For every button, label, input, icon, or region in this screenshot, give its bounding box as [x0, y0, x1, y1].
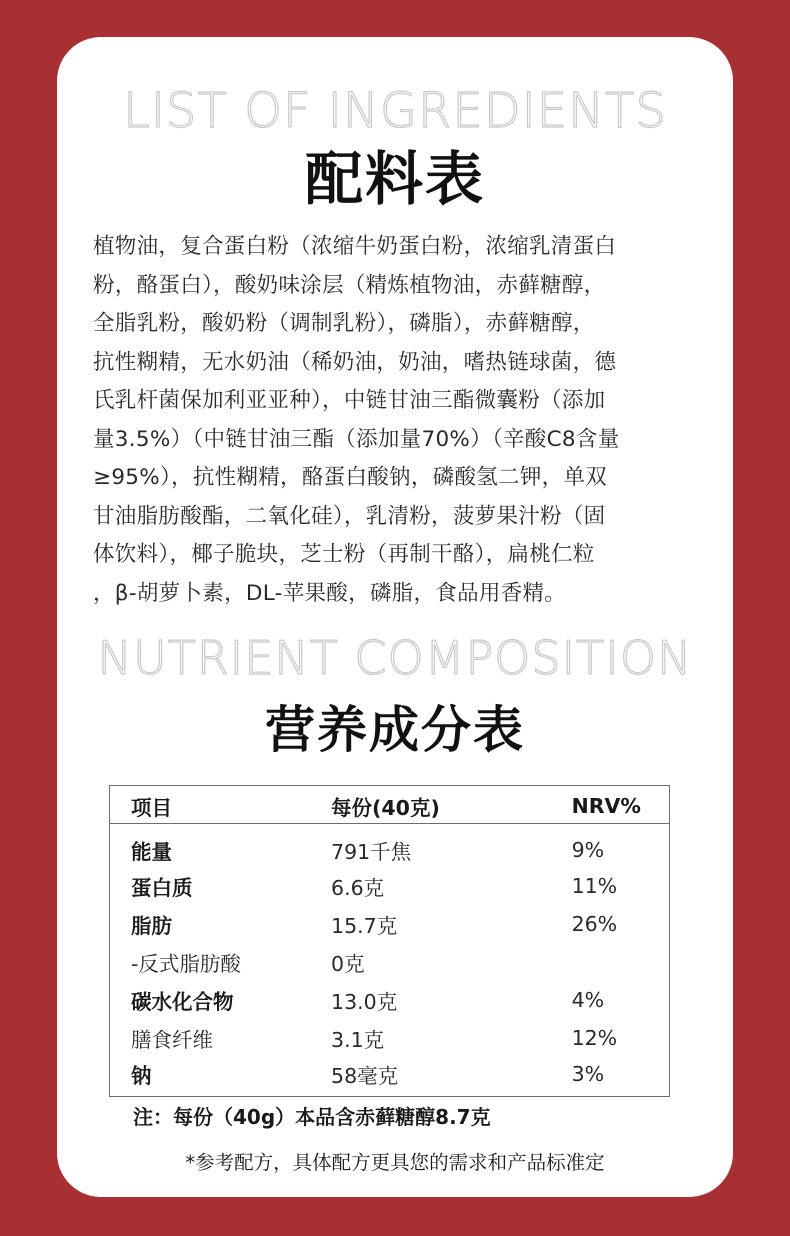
content-card [57, 37, 733, 1197]
row-amount: 15.7克 [331, 914, 398, 939]
reference-footnote: *参考配方，具体配方更具您的需求和产品标准定 [185, 1151, 605, 1174]
nutrition-header-row [110, 786, 670, 824]
row-item: 脂肪 [131, 914, 172, 939]
row-amount: 13.0克 [331, 989, 398, 1014]
row-nrv: 9% [571, 837, 605, 862]
ingredients-line: 量3.5%）（中链甘油三酯（添加量70%）（辛酸C8含量 [93, 426, 620, 452]
ingredients-line: 植物油，复合蛋白粉（浓缩牛奶蛋白粉，浓缩乳清蛋白 [93, 234, 617, 259]
erythritol-note: 注：每份（40g）本品含赤藓糖醇8.7克 [133, 1105, 491, 1129]
row-amount: 58毫克 [331, 1064, 399, 1089]
ingredients-line: 粉，酪蛋白），酸奶味涂层（精炼植物油，赤藓糖醇， [93, 272, 606, 298]
nutrition-title: 营养成分表 [265, 701, 525, 759]
row-nrv: 11% [571, 874, 618, 899]
row-item: 碳水化合物 [131, 989, 234, 1014]
row-nrv: 26% [571, 912, 618, 937]
nutrition-english-heading: NUTRIENT COMPOSITION [97, 631, 693, 685]
row-nrv: 4% [571, 987, 605, 1012]
row-nrv: 12% [571, 1025, 618, 1050]
header-per-serving: 每份(40克) [331, 786, 572, 824]
table-row [110, 943, 670, 981]
header-item: 项目 [110, 786, 332, 824]
ingredients-line: 甘油脂肪酸酯，二氧化硅），乳清粉，菠萝果汁粉（固 [93, 503, 606, 529]
row-item: 蛋白质 [131, 876, 193, 901]
table-row [110, 981, 670, 1019]
ingredients-line: 体饮料），椰子脆块，芝士粉（再制干酪），扁桃仁粒 [93, 542, 595, 567]
ingredients-list [93, 228, 703, 613]
row-amount: 6.6克 [331, 876, 385, 901]
header-nrv: NRV% [572, 786, 670, 824]
row-item: 能量 [131, 839, 172, 864]
ingredients-title: 配料表 [304, 145, 485, 213]
nutrition-table [109, 785, 670, 1097]
table-row [110, 905, 670, 943]
table-row [110, 824, 670, 868]
row-nrv [572, 943, 670, 981]
ingredients-line: ≥95%），抗性糊精，酪蛋白酸钠，磷酸氢二钾，单双 [93, 465, 608, 490]
row-nrv: 3% [571, 1062, 605, 1087]
ingredients-line: 抗性糊精，无水奶油（稀奶油，奶油，嗜热链球菌，德 [93, 349, 617, 375]
row-item: 钠 [131, 1064, 152, 1089]
row-amount: 3.1克 [331, 1027, 385, 1052]
ingredients-english-heading: LIST OF INGREDIENTS [123, 83, 667, 139]
table-row [110, 868, 670, 906]
row-amount: 791千焦 [331, 839, 412, 864]
table-row [110, 1056, 670, 1096]
ingredients-line: ，β-胡萝卜素，DL-苹果酸，磷脂，食品用香精。 [93, 580, 567, 606]
ingredients-line: 氏乳杆菌保加利亚亚种），中链甘油三酯微囊粉（添加 [93, 388, 606, 413]
table-row [110, 1019, 670, 1057]
ingredients-line: 全脂乳粉，酸奶粉（调制乳粉），磷脂），赤藓糖醇， [93, 311, 595, 336]
row-amount: 0克 [331, 951, 365, 976]
row-item: -反式脂肪酸 [131, 951, 241, 976]
row-item: 膳食纤维 [131, 1027, 213, 1052]
